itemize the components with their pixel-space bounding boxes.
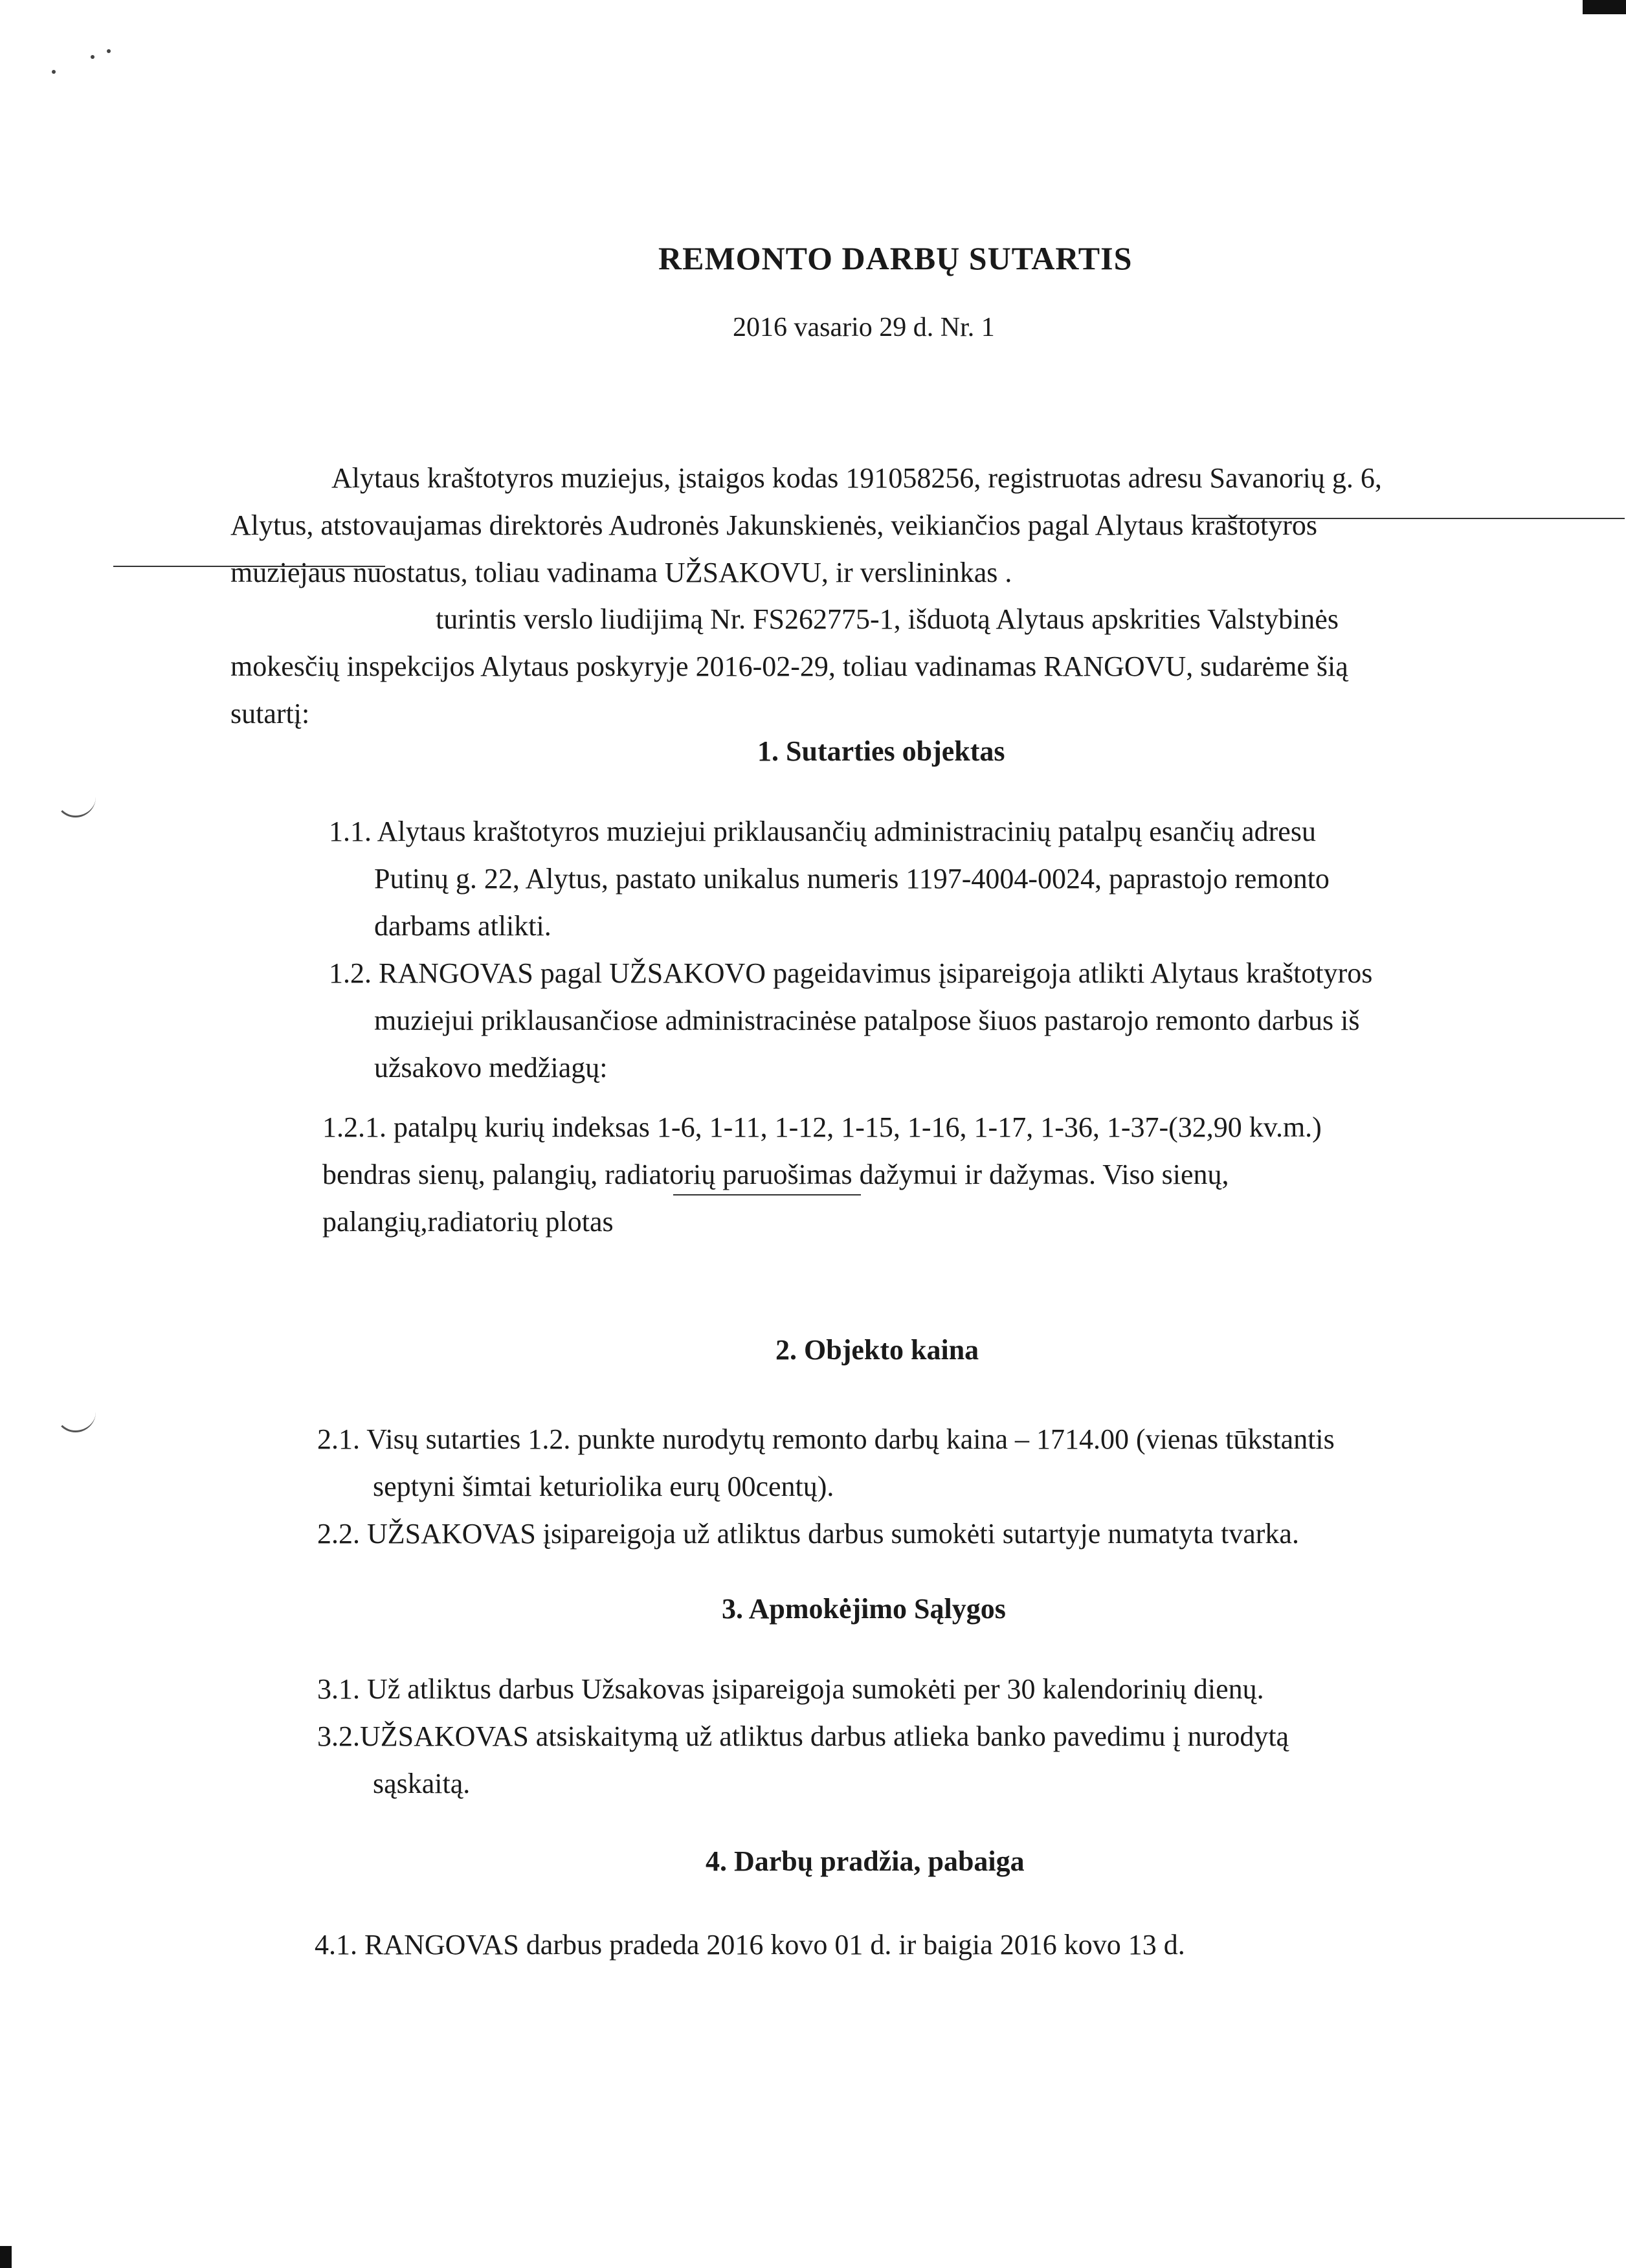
clause-4-1: 4.1. RANGOVAS darbus pradeda 2016 kovo 01 d. ir baigia 2016 kovo 13 d. xyxy=(315,1929,1185,1961)
clause-3-1: 3.1. Už atliktus darbus Užsakovas įsipareigoja sumokėti per 30 kalendorinių dienų. xyxy=(317,1673,1264,1705)
clause-1-2-line: 1.2. RANGOVAS pagal UŽSAKOVO pageidavimus įsipareigoja atlikti Alytaus kraštotyros xyxy=(329,957,1373,989)
clause-1-2-1-line: bendras sienų, palangių, radiatorių paruošimas dažymui ir dažymas. Viso sienų, xyxy=(322,1159,1229,1190)
section-heading: 1. Sutarties objektas xyxy=(757,735,1005,767)
intro-line: turintis verslo liudijimą Nr. FS262775-1, išduotą Alytaus apskrities Valstybinės xyxy=(436,603,1339,635)
intro-line: mokesčių inspekcijos Alytaus poskyryje 2016-02-29, toliau vadinamas RANGOVU, sudarėme šią xyxy=(230,650,1348,682)
clause-3-2-line: sąskaitą. xyxy=(373,1768,471,1799)
clause-2-2: 2.2. UŽSAKOVAS įsipareigoja už atliktus darbus sumokėti sutartyje numatyta tvarka. xyxy=(317,1518,1299,1550)
punch-hole-mark xyxy=(55,1405,96,1432)
section-heading: 4. Darbų pradžia, pabaiga xyxy=(706,1845,1025,1877)
clause-1-1-line: 1.1. Alytaus kraštotyros muziejui priklausančių administracinių patalpų esančių adresu xyxy=(329,816,1316,847)
clause-2-1-line: 2.1. Visų sutarties 1.2. punkte nurodytų remonto darbų kaina – 1714.00 (vienas tūkstantis xyxy=(317,1423,1335,1455)
clause-1-1-line: darbams atlikti. xyxy=(374,910,551,942)
section-heading: 3. Apmokėjimo Sąlygos xyxy=(722,1593,1006,1625)
scan-edge-mark xyxy=(0,2246,12,2268)
intro-line: Alytus, atstovaujamas direktorės Audronės Jakunskienės, veikiančios pagal Alytaus kraštotyros xyxy=(230,509,1318,541)
scan-corner-mark xyxy=(1583,0,1626,14)
intro-line: muziejaus nuostatus, toliau vadinama UŽSAKOVU, ir verslininkas . xyxy=(230,557,1012,588)
punch-hole-mark xyxy=(55,790,96,817)
clause-1-1-line: Putinų g. 22, Alytus, pastato unikalus numeris 1197-4004-0024, paprastojo remonto xyxy=(374,863,1330,895)
scan-speck xyxy=(91,55,95,59)
document-title: REMONTO DARBŲ SUTARTIS xyxy=(658,240,1133,276)
scan-speck xyxy=(107,49,111,53)
clause-1-2-1-line: 1.2.1. patalpų kurių indeksas 1-6, 1-11, 1-12, 1-15, 1-16, 1-17, 1-36, 1-37-(32,90 kv.m.) xyxy=(322,1111,1322,1143)
document-date-number: 2016 vasario 29 d. Nr. 1 xyxy=(733,313,995,342)
clause-1-2-1-line: palangių,radiatorių plotas xyxy=(322,1206,614,1238)
clause-3-2-line: 3.2.UŽSAKOVAS atsiskaitymą už atliktus darbus atlieka banko pavedimu į nurodytą xyxy=(317,1720,1289,1752)
intro-line: sutartį: xyxy=(230,698,310,729)
scan-speck xyxy=(52,70,56,74)
intro-line: Alytaus kraštotyros muziejus, įstaigos kodas 191058256, registruotas adresu Savanorių g. 6, xyxy=(331,462,1382,494)
section-heading: 2. Objekto kaina xyxy=(775,1334,979,1366)
clause-1-2-line: muziejui priklausančiose administracinėse patalpose šiuos pastarojo remonto darbus iš xyxy=(374,1005,1360,1036)
clause-2-1-line: septyni šimtai keturiolika eurų 00centų). xyxy=(373,1471,834,1502)
clause-1-2-line: užsakovo medžiagų: xyxy=(374,1052,608,1084)
